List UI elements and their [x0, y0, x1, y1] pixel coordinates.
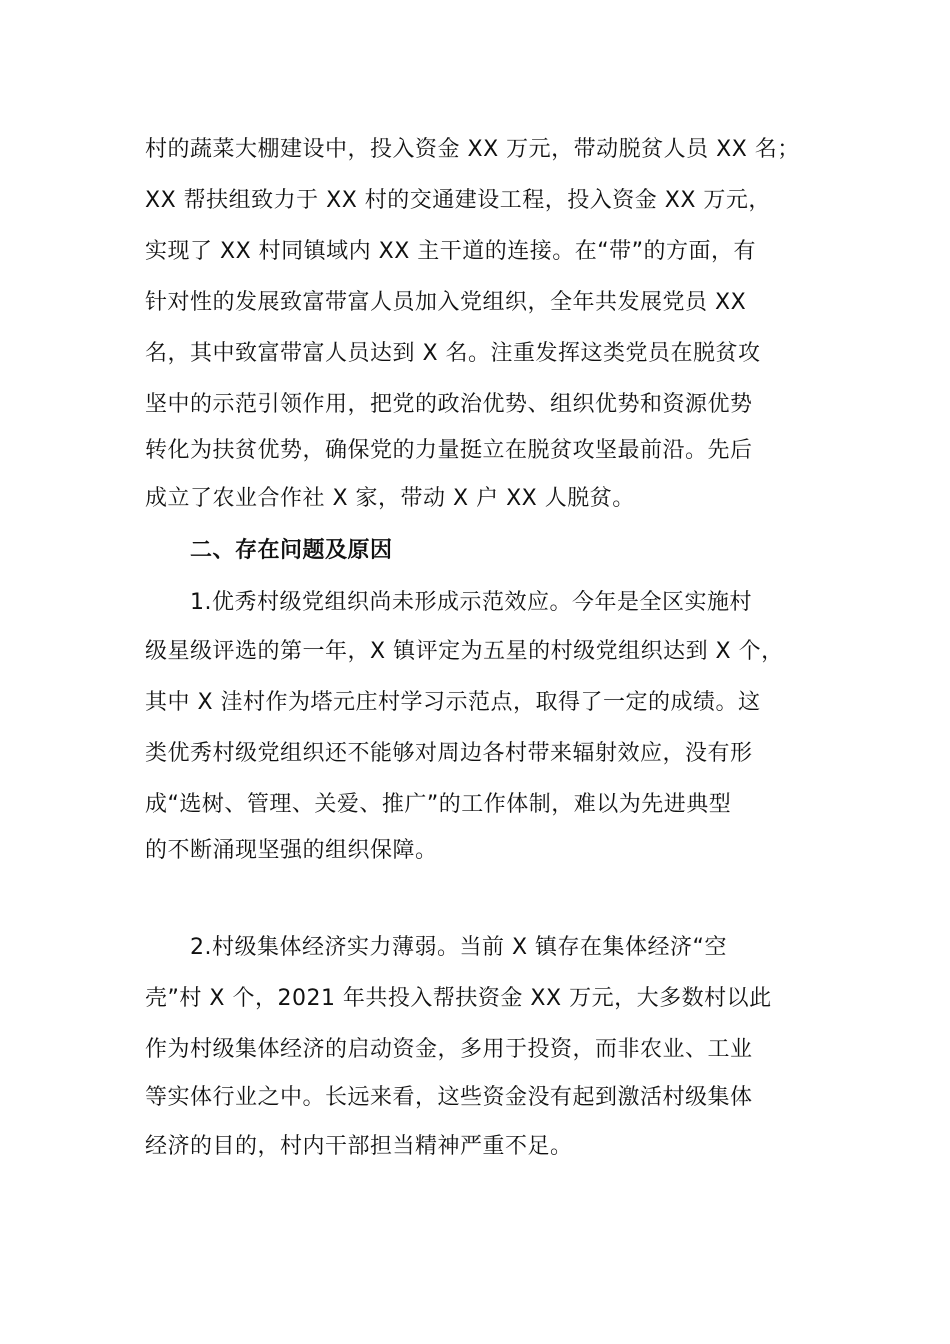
para1-line-2: XX 帮扶组致力于 XX 村的交通建设工程，投入资金 XX 万元，: [145, 188, 771, 213]
para3-line-4: 等实体行业之中。长远来看，这些资金没有起到激活村级集体: [145, 1085, 753, 1110]
para3-line-1: 2.村级集体经济实力薄弱。当前 X 镇存在集体经济“空: [190, 935, 727, 960]
para1-line-3: 实现了 XX 村同镇域内 XX 主干道的连接。在“带”的方面，有: [145, 239, 757, 264]
para1-line-4: 针对性的发展致富带富人员加入党组织，全年共发展党员 XX: [145, 290, 747, 315]
para2-line-1: 1.优秀村级党组织尚未形成示范效应。今年是全区实施村: [190, 590, 752, 615]
para1-line-6: 坚中的示范引领作用，把党的政治优势、组织优势和资源优势: [145, 392, 753, 417]
para2-line-2: 级星级评选的第一年，X 镇评定为五星的村级党组织达到 X 个，: [145, 639, 784, 664]
para2-line-3: 其中 X 洼村作为塔元庄村学习示范点，取得了一定的成绩。这: [145, 690, 761, 715]
para3-line-3: 作为村级集体经济的启动资金，多用于投资，而非农业、工业: [145, 1037, 753, 1062]
para2-line-5: 成“选树、管理、关爱、推广”的工作体制，难以为先进典型: [145, 792, 732, 817]
para3-line-2: 壳”村 X 个，2021 年共投入帮扶资金 XX 万元，大多数村以此: [145, 986, 772, 1011]
para2-line-6: 的不断涌现坚强的组织保障。: [145, 838, 438, 863]
para1-line-5: 名，其中致富带富人员达到 X 名。注重发挥这类党员在脱贫攻: [145, 341, 761, 366]
para1-line-1: 村的蔬菜大棚建设中，投入资金 XX 万元，带动脱贫人员 XX 名；: [145, 137, 800, 162]
section-heading: 二、存在问题及原因: [190, 538, 393, 563]
para1-line-8: 成立了农业合作社 X 家，带动 X 户 XX 人脱贫。: [145, 486, 635, 511]
para1-line-7: 转化为扶贫优势，确保党的力量挺立在脱贫攻坚最前沿。先后: [145, 438, 753, 463]
para3-line-5: 经济的目的，村内干部担当精神严重不足。: [145, 1134, 573, 1159]
para2-line-4: 类优秀村级党组织还不能够对周边各村带来辐射效应，没有形: [145, 741, 753, 766]
